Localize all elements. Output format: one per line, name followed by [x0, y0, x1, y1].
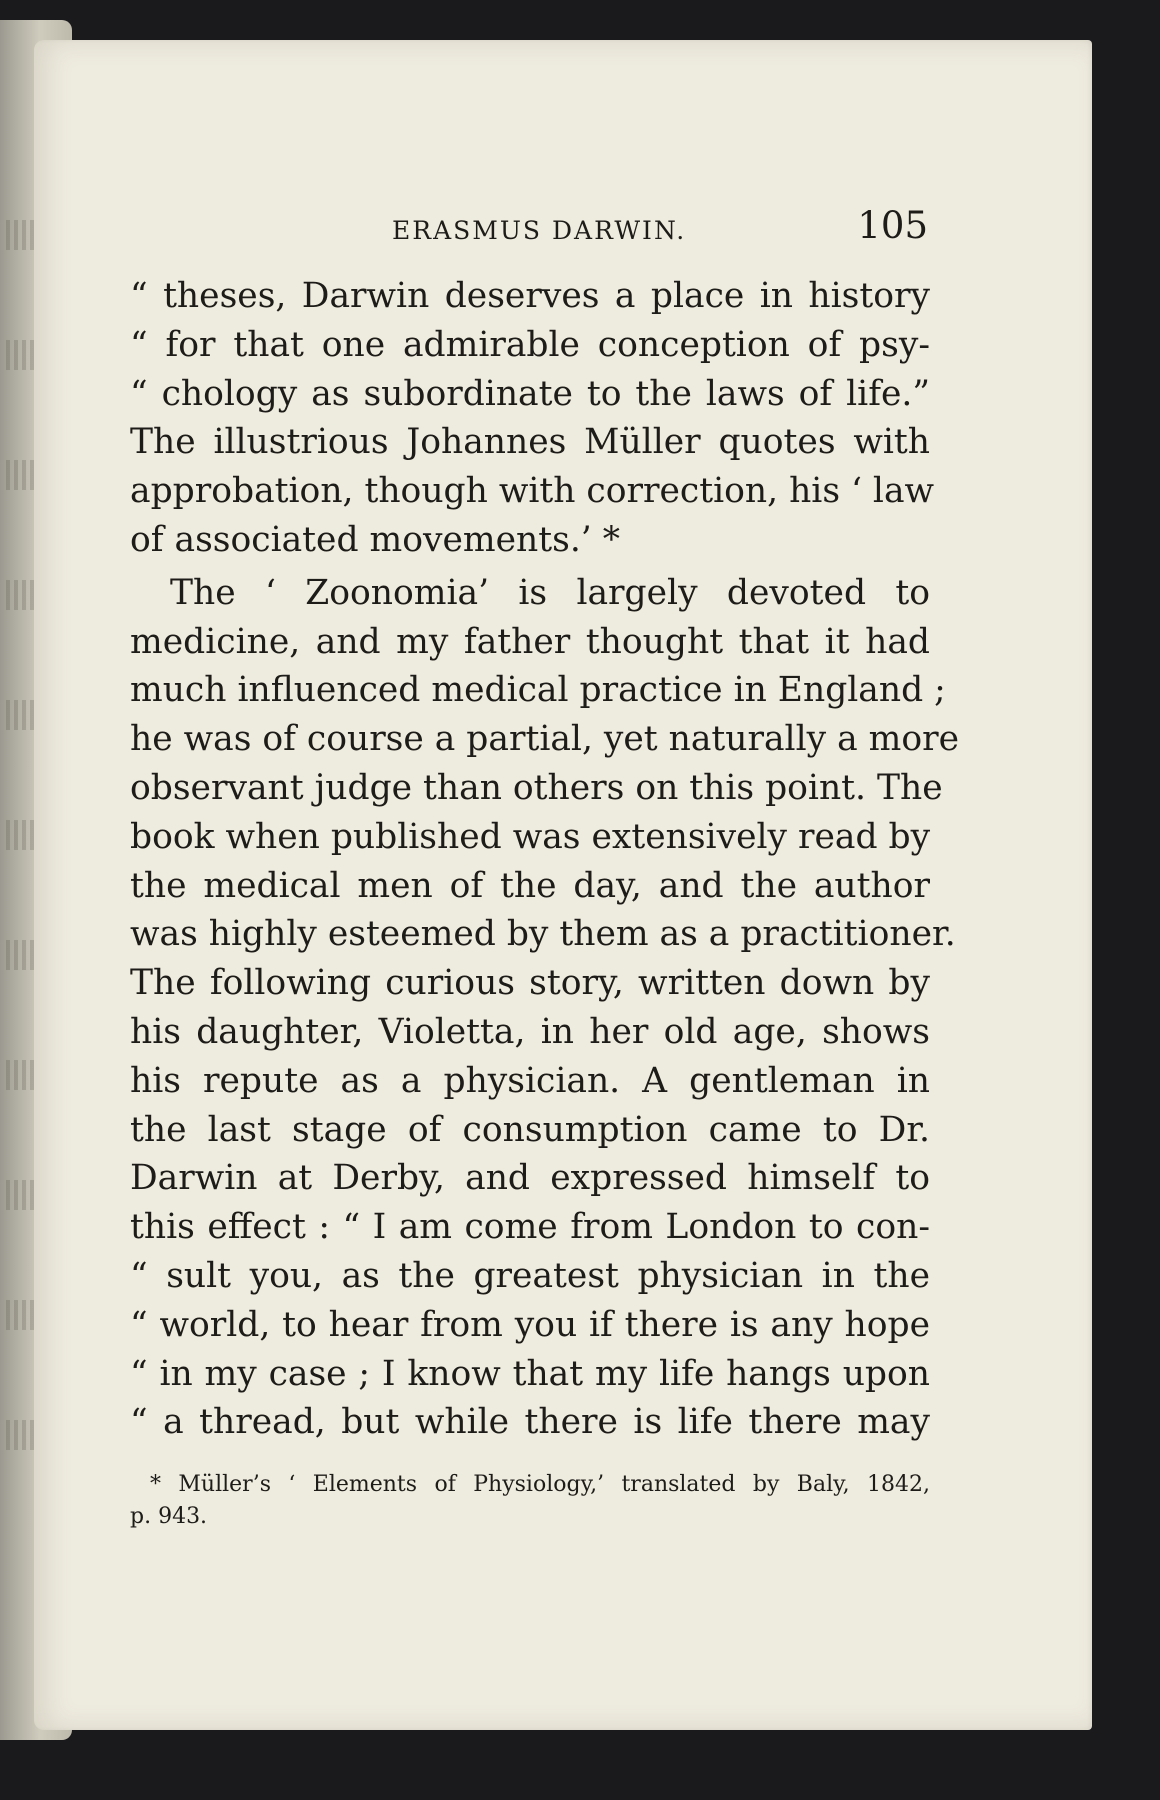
page-number: 105	[857, 204, 928, 247]
text-line: the last stage of consumption came to Dr.	[130, 1109, 930, 1150]
footnote-line: p. 943.	[130, 1504, 208, 1530]
text-line: “ sult you, as the greatest physician in the	[130, 1255, 930, 1296]
text-line: of associated movements.’ *	[130, 519, 620, 560]
text-line: observant judge than others on this point. The	[130, 767, 943, 808]
text-line: the medical men of the day, and the author	[130, 865, 930, 906]
text-line: his repute as a physician. A gentleman in	[130, 1060, 930, 1101]
footnote	[130, 1469, 930, 1533]
text-line: medicine, and my father thought that it had	[130, 621, 930, 662]
text-line: was highly esteemed by them as a practitioner.	[130, 914, 956, 955]
text-line: The ‘ Zoonomia’ is largely devoted to	[170, 572, 930, 613]
book-page	[34, 40, 1092, 1730]
text-line: “ chology as subordinate to the laws of life.”	[130, 373, 930, 414]
text-line: “ a thread, but while there is life there may	[130, 1402, 930, 1443]
paragraph-1	[130, 272, 935, 565]
running-head	[130, 200, 930, 260]
text-line: “ world, to hear from you if there is any hope	[130, 1304, 930, 1345]
text-line: he was of course a partial, yet naturally a more	[130, 719, 960, 760]
text-line: his daughter, Violetta, in her old age, shows	[130, 1011, 930, 1052]
text-line: book when published was extensively read by	[130, 816, 931, 857]
page-content	[130, 200, 960, 1533]
text-line: “ for that one admirable conception of psy-	[130, 324, 930, 365]
paragraph-2	[130, 569, 960, 1447]
text-line: The illustrious Johannes Müller quotes with	[130, 422, 930, 463]
running-head-title: ERASMUS DARWIN.	[392, 216, 687, 245]
text-line: “ theses, Darwin deserves a place in history	[130, 276, 930, 316]
text-line: much influenced medical practice in England ;	[130, 670, 946, 711]
text-line: The following curious story, written down by	[130, 963, 930, 1004]
footnote-line: * Müller’s ‘ Elements of Physiology,’ translated by Baly, 1842,	[150, 1472, 930, 1498]
text-line: approbation, though with correction, his ‘ law	[130, 471, 935, 512]
text-line: this effect : “ I am come from London to con-	[130, 1207, 930, 1248]
text-line: Darwin at Derby, and expressed himself to	[130, 1158, 930, 1199]
text-line: “ in my case ; I know that my life hangs upon	[130, 1353, 930, 1394]
